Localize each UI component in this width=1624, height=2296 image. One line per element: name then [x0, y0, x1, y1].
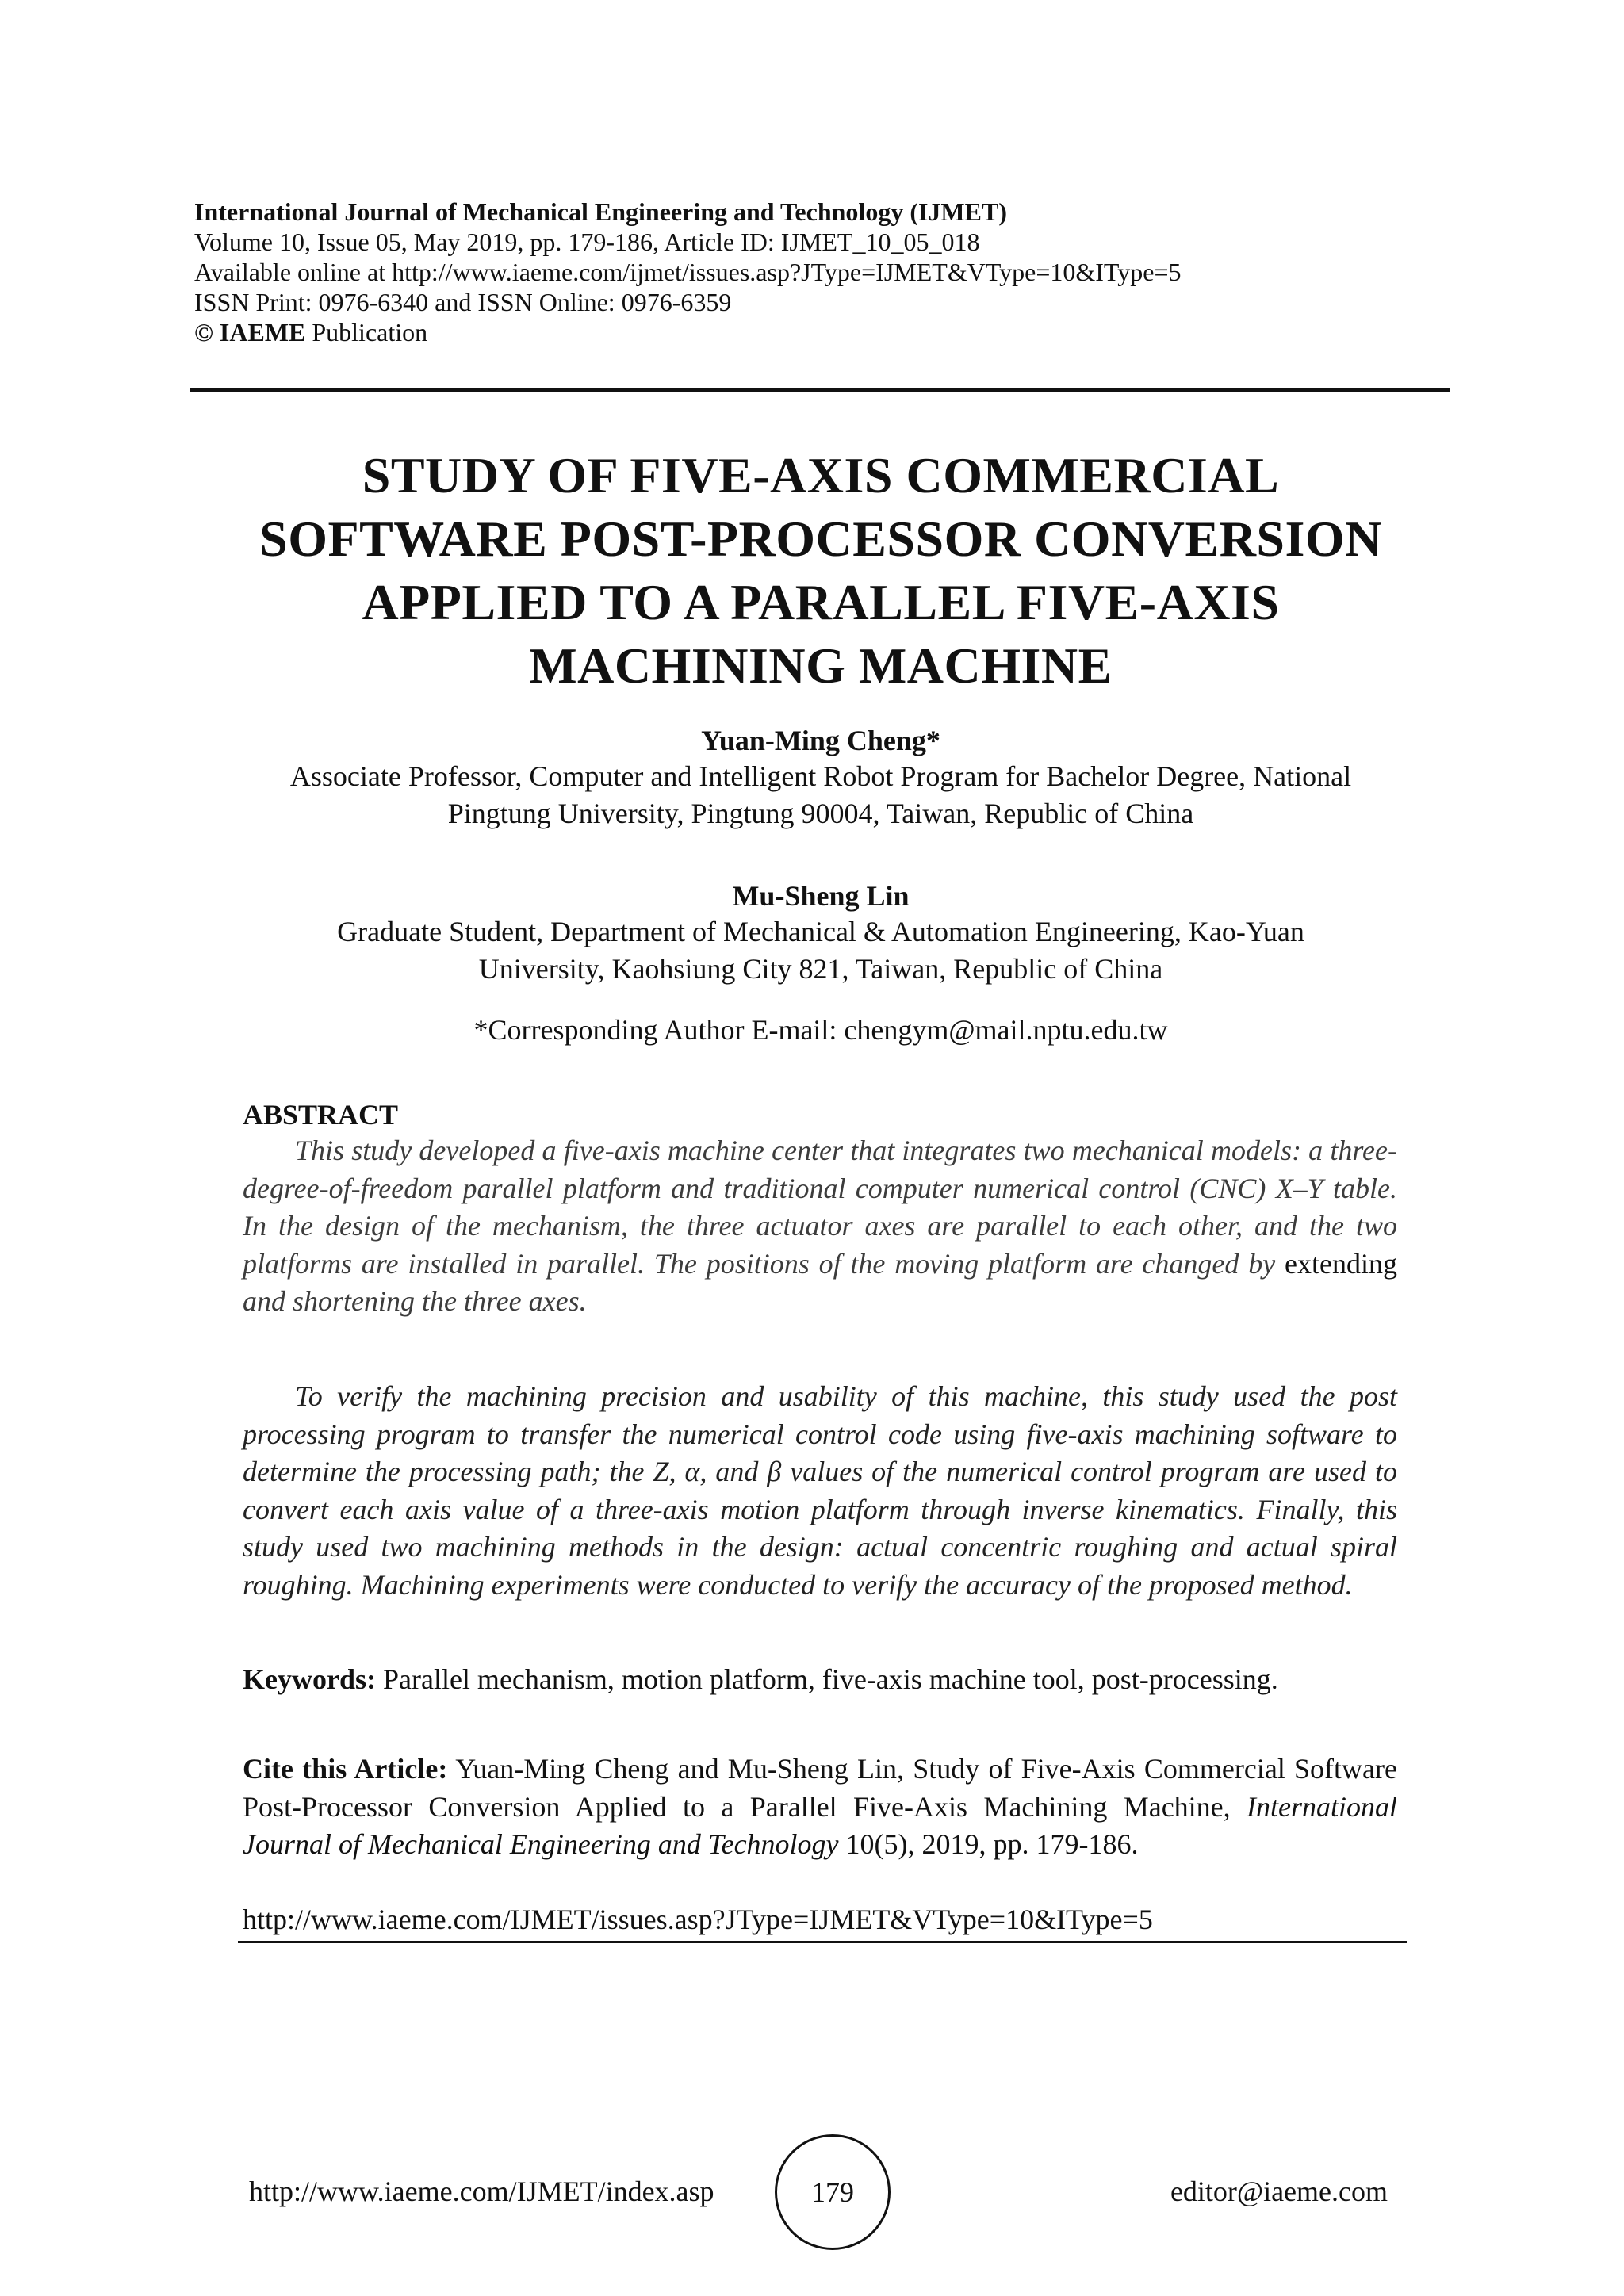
- citation-journal: International Journal of Mechanical Engineering and Technology: [243, 1790, 1397, 1860]
- journal-name: International Journal of Mechanical Engineering and Technology (IJMET): [194, 197, 1007, 226]
- corresponding-author-email[interactable]: *Corresponding Author E-mail: chengym@mail.nptu.edu.tw: [473, 1014, 1168, 1046]
- available-online-link[interactable]: Available online at http://www.iaeme.com/ijmet/issues.asp?JType=IJMET&VType=10&IType=5: [194, 258, 1182, 286]
- header-divider: [190, 388, 1450, 392]
- publisher: [194, 317, 1447, 347]
- citation-url-link[interactable]: http://www.iaeme.com/IJMET/issues.asp?JType=IJMET&VType=10&IType=5: [243, 1904, 1153, 1935]
- keywords-label: Keywords:: [243, 1663, 376, 1695]
- title-line-1: STUDY OF FIVE-AXIS COMMERCIAL: [362, 447, 1280, 503]
- issn-info: ISSN Print: 0976-6340 and ISSN Online: 0976-6359: [194, 288, 732, 316]
- title-line-4: MACHINING MACHINE: [529, 637, 1113, 694]
- paper-title: [159, 444, 1483, 698]
- author-affiliation-line: Pingtung University, Pingtung 90004, Taiwan, Republic of China: [447, 798, 1194, 829]
- citation-label: Cite this Article:: [243, 1753, 448, 1785]
- abstract-paragraph-1: [243, 1132, 1397, 1321]
- page-number: [775, 2134, 891, 2250]
- publisher-name: © IAEME: [194, 318, 306, 346]
- abstract-text: and shortening the three axes.: [243, 1285, 587, 1317]
- author-block-2: [159, 878, 1483, 988]
- author-name: Mu-Sheng Lin: [732, 880, 910, 912]
- footer-journal-link[interactable]: http://www.iaeme.com/IJMET/index.asp: [249, 2175, 714, 2207]
- author-affiliation-line: University, Kaohsiung City 821, Taiwan, Republic of China: [478, 953, 1163, 985]
- author-block-1: [159, 723, 1483, 832]
- volume-info: Volume 10, Issue 05, May 2019, pp. 179-186, Article ID: IJMET_10_05_018: [194, 228, 980, 256]
- publisher-suffix: Publication: [305, 318, 428, 346]
- abstract-heading: ABSTRACT: [243, 1099, 399, 1131]
- citation-divider: [238, 1941, 1407, 1943]
- citation-text: Yuan-Ming Cheng and Mu-Sheng Lin, Study of Five-Axis Commercial Software Post-Processor Conversion Applied to a Parallel Five-Axis Machining Machine,: [243, 1753, 1397, 1823]
- page-number-text: 179: [811, 2176, 854, 2208]
- citation-text: 10(5), 2019, pp. 179-186.: [838, 1828, 1139, 1860]
- keywords: [243, 1661, 1397, 1699]
- author-affiliation-line: Graduate Student, Department of Mechanical & Automation Engineering, Kao-Yuan: [337, 916, 1304, 947]
- journal-header: [194, 197, 1447, 347]
- author-name: Yuan-Ming Cheng*: [701, 725, 940, 756]
- abstract-paragraph-2: To verify the machining precision and usability of this machine, this study used the post processing program to transfer the numerical control code using five-axis machining software to determine the processing path; the Z, α, and β values of the numerical control program are used to convert each axis value of a three-axis motion platform through inverse kinematics. Finally, this study used two machining methods in the design: actual concentric roughing and actual spiral roughing. Machining experiments were conducted to verify the accuracy of the proposed method.: [243, 1380, 1397, 1601]
- keywords-text: Parallel mechanism, motion platform, five-axis machine tool, post-processing.: [375, 1663, 1278, 1695]
- author-affiliation-line: Associate Professor, Computer and Intelligent Robot Program for Bachelor Degree, National: [289, 760, 1352, 792]
- abstract-text: This study developed a five-axis machine center that integrates two mechanical models: a three-degree-of-freedom parallel platform and traditional computer numerical control (CNC) X–Y table. In the design of the mechanism, the three actuator axes are parallel to each other, and the two platforms are installed in parallel. The positions of the moving platform are changed by: [243, 1135, 1397, 1280]
- title-line-2: SOFTWARE POST-PROCESSOR CONVERSION: [259, 511, 1382, 567]
- footer-editor-email[interactable]: editor@iaeme.com: [1170, 2175, 1388, 2207]
- title-line-3: APPLIED TO A PARALLEL FIVE-AXIS: [362, 574, 1280, 630]
- citation: [243, 1751, 1397, 1864]
- abstract-upright-word: extending: [1285, 1247, 1397, 1280]
